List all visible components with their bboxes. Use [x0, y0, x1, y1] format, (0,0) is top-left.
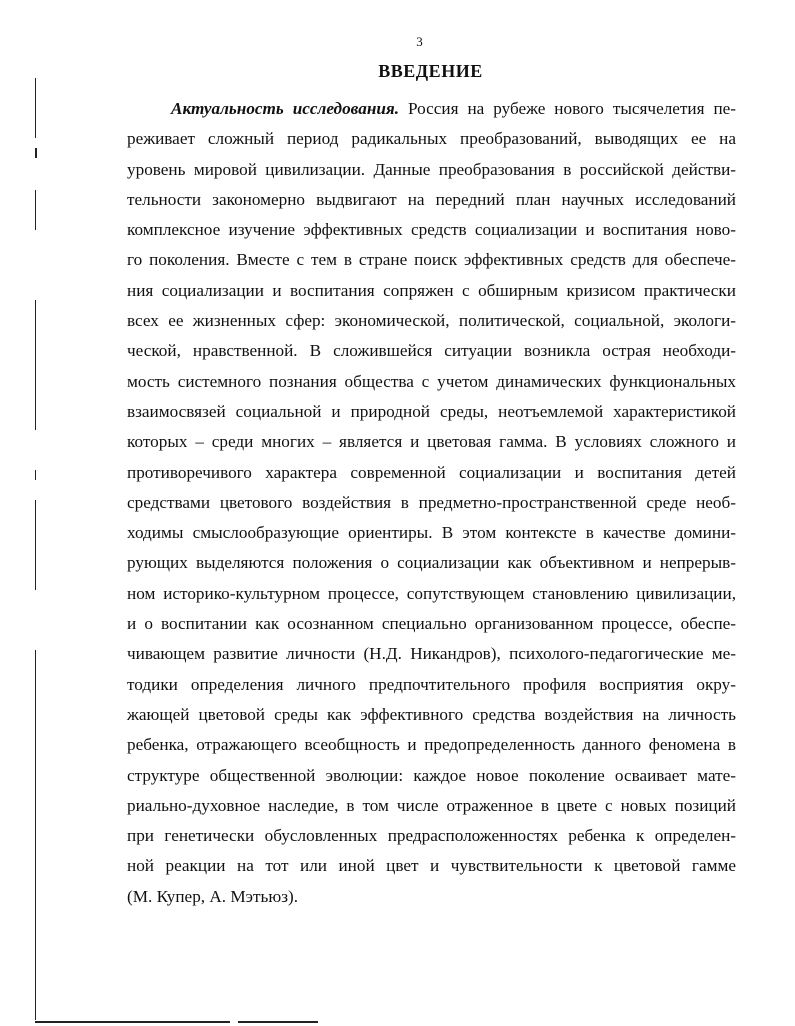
paragraph-line: риально-духовное наследие, в том числе отраженное в цвете с новых позиций — [127, 795, 736, 815]
paragraph-line: тодики определения личного предпочтительного профиля восприятия окру- — [127, 674, 736, 694]
paragraph-line: уровень мировой цивилизации. Данные преобразования в российской действи- — [127, 159, 736, 179]
scan-margin-line — [35, 650, 36, 1020]
paragraph-line: рующих выделяются положения о социализации как объективном и непрерыв- — [127, 553, 736, 573]
paragraph-line — [127, 94, 736, 124]
paragraph-line: при генетически обусловленных предрасположенностях ребенка к определен- — [127, 826, 736, 846]
paragraph-line: (М. Купер, А. Мэтьюз). — [127, 886, 299, 906]
scan-margin-line — [35, 78, 36, 138]
paragraph-line: ном историко-культурном процессе, сопутствующем становлению цивилизации, — [127, 583, 736, 603]
intro-paragraph — [127, 94, 736, 912]
paragraph-line: всех ее жизненных сфер: экономической, политической, социальной, экологи- — [127, 311, 736, 331]
paragraph-line: и о воспитании как осознанном специально организованном процессе, обеспе- — [127, 614, 736, 634]
paragraph-line: тельности закономерно выдвигают на передний план научных исследований — [127, 189, 736, 209]
paragraph-line: жающей цветовой среды как эффективного средства воздействия на личность — [127, 704, 736, 724]
scan-margin-line — [35, 148, 37, 158]
scan-margin-line — [35, 300, 36, 430]
paragraph-line: чивающем развитие личности (Н.Д. Никандров), психолого-педагогические ме- — [127, 644, 736, 664]
paragraph-line: ния социализации и воспитания сопряжен с обширным кризисом практически — [127, 280, 736, 300]
scan-bottom-rule — [238, 1021, 318, 1023]
paragraph-line: структуре общественной эволюции: каждое новое поколение осваивает мате- — [127, 765, 736, 785]
paragraph-line: взаимосвязей социальной и природной среды, неотъемлемой характеристикой — [127, 401, 736, 421]
scan-margin-line — [35, 470, 36, 480]
paragraph-line: ходимы смыслообразующие ориентиры. В этом контексте в качестве домини- — [127, 523, 736, 543]
page-number: 3 — [416, 34, 423, 49]
scan-bottom-rule — [35, 1021, 230, 1023]
paragraph-line: средствами цветового воздействия в предметно-пространственной среде необ- — [127, 492, 736, 512]
paragraph-line: ребенка, отражающего всеобщность и предопределенность данного феномена в — [127, 735, 736, 755]
paragraph-line: комплексное изучение эффективных средств социализации и воспитания ново- — [127, 220, 736, 240]
section-heading: ВВЕДЕНИЕ — [378, 61, 483, 81]
paragraph-line: го поколения. Вместе с тем в стране поиск эффективных средств для обеспече- — [127, 250, 736, 270]
paragraph-lead: Актуальность исследования. — [171, 99, 400, 118]
paragraph-line: реживает сложный период радикальных преобразований, выводящих ее на — [127, 129, 736, 149]
scan-margin-line — [35, 190, 36, 230]
paragraph-line: противоречивого характера современной социализации и воспитания детей — [127, 462, 736, 482]
scan-margin-line — [35, 500, 36, 590]
paragraph-line: которых – среди многих – является и цветовая гамма. В условиях сложного и — [127, 432, 736, 452]
paragraph-line: ческой, нравственной. В сложившейся ситуации возникла острая необходи- — [127, 341, 736, 361]
paragraph-line-text: Россия на рубеже нового тысячелетия пе- — [399, 99, 736, 118]
paragraph-line: мость системного познания общества с учетом динамических функциональных — [127, 371, 736, 391]
paragraph-line: ной реакции на тот или иной цвет и чувствительности к цветовой гамме — [127, 856, 736, 876]
